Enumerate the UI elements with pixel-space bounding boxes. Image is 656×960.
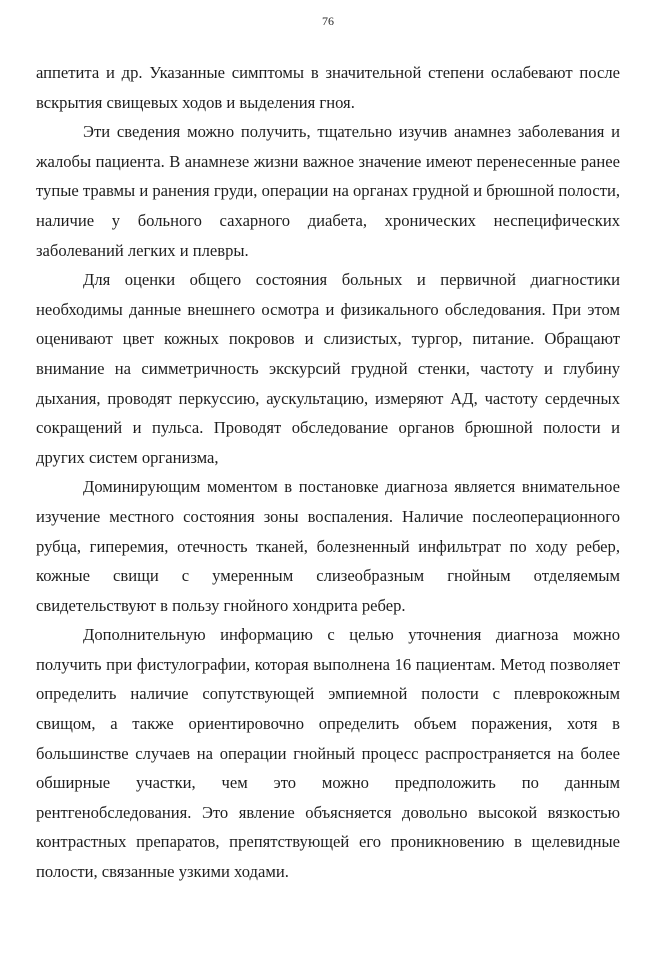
document-body bbox=[36, 58, 620, 887]
paragraph-3: Для оценки общего состояния больных и первичной диагностики необходимы данные внешнего осмотра и физикального обследования. При этом оценивают цвет кожных покровов и слизистых, тургор, питание. Обращают внимание на симметричность экскурсий грудной стенки, частоту и глубину дыхания, проводят перкуссию, аускультацию, измеряют АД, частоту сердечных сокращений и пульса. Проводят обследование органов брюшной полости и других систем организма, bbox=[36, 270, 620, 467]
paragraph-5: Дополнительную информацию с целью уточнения диагноза можно получить при фистулографии, которая выполнена 16 пациентам. Метод позволяет определить наличие сопутствующей эмпиемной полости с плеврокожным свищом, а также ориентировочно определить объем поражения, хотя в большинстве случаев на операции гнойный процесс распространяется на более обширные участки, чем это можно предположить по данным рентгенобследования. Это явление объясняется довольно высокой вязкостью контрастных препаратов, препятствующей его проникновению в щелевидные полости, связанные узкими ходами. bbox=[36, 625, 620, 882]
paragraph-4: Доминирующим моментом в постановке диагноза является внимательное изучение местного состояния зоны воспаления. Наличие послеоперационного рубца, гиперемия, отечность тканей, болезненный инфильтрат по ходу ребер, кожные свищи с умеренным слизеобразным гнойным отделяемым свидетельствуют в пользу гнойного хондрита ребер. bbox=[36, 477, 620, 615]
paragraph-1: аппетита и др. Указанные симптомы в значительной степени ослабевают после вскрытия свищевых ходов и выделения гноя. bbox=[36, 63, 620, 112]
page-number: 76 bbox=[322, 14, 334, 28]
paragraph-2: Эти сведения можно получить, тщательно изучив анамнез заболевания и жалобы пациента. В анамнезе жизни важное значение имеют перенесенные ранее тупые травмы и ранения груди, операции на органах грудной и брюшной полости, наличие у больного сахарного диабета, хронических неспецифических заболеваний легких и плевры. bbox=[36, 122, 620, 260]
